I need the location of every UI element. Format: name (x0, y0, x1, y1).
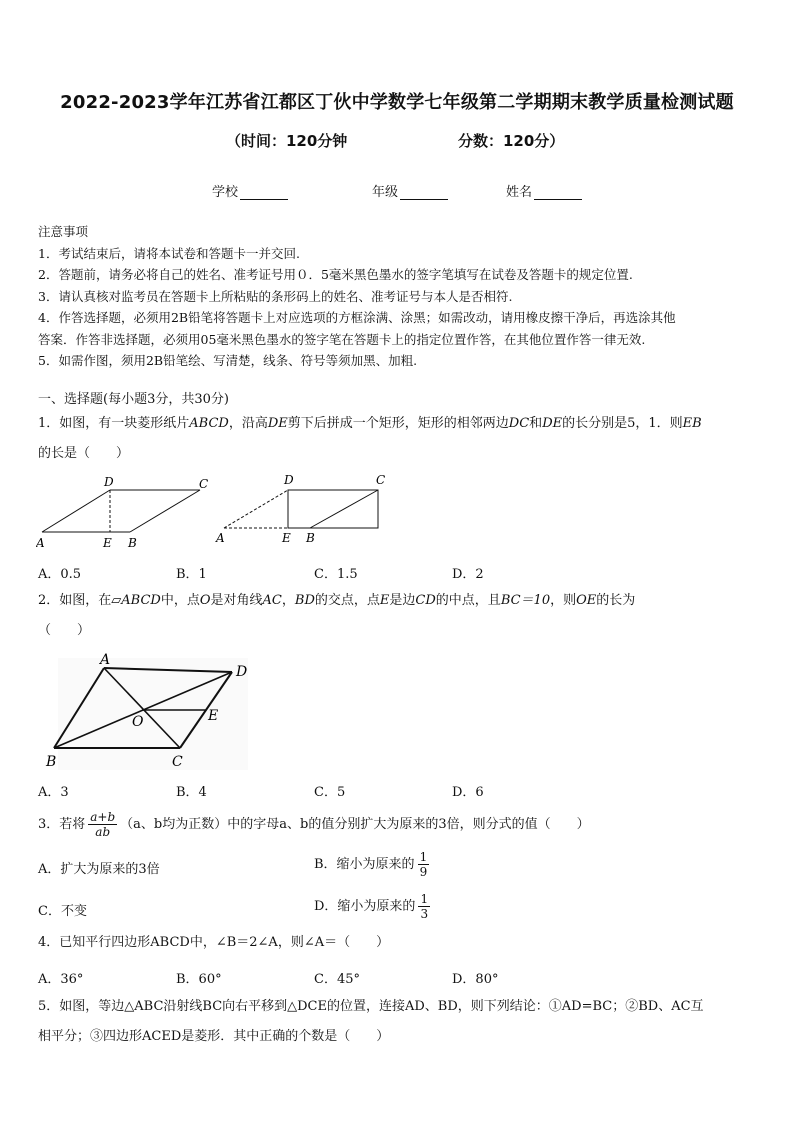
q2-text: 的中点，且 (435, 593, 501, 608)
notes-heading: 注意事项 (38, 224, 89, 239)
school-blank (240, 187, 288, 200)
q3-fraction-num: a+b (90, 810, 116, 824)
q1-fig2-label-a: A (216, 531, 225, 545)
q2-text: 2．如图，在 (38, 593, 112, 608)
q2-fig-label-d: D (236, 664, 248, 680)
q4-option-b[interactable]: B．60° (176, 972, 222, 987)
q3-option-d-den: 3 (420, 907, 429, 921)
q1-figure-rhombus (36, 472, 216, 552)
q1-option-d[interactable]: D．2 (452, 567, 484, 582)
q2-text: ，则 (550, 593, 577, 608)
q1-text: ，沿高 (228, 416, 268, 431)
q1-fig2-label-b: B (306, 531, 315, 545)
notes-item: 5．如需作图，须用2B铅笔绘、写清楚，线条、符号等须加黑、加粗. (38, 353, 418, 368)
q2-figure-parallelogram (40, 650, 270, 775)
q2-text: （ ） (38, 623, 91, 638)
q5-text: 5．如图，等边△ABC沿射线BC向右平移到△DCE的位置，连接AD、BD，则下列结论：①AD=BC；②BD、AC互 (38, 999, 704, 1014)
q1-figure-rectangle (212, 470, 392, 550)
exam-score: 分数：120分） (458, 132, 565, 150)
q1-option-b[interactable]: B．1 (176, 567, 207, 582)
q3-options-row2 (38, 892, 758, 928)
q2-text: 中，点 (160, 593, 200, 608)
q2-option-b[interactable]: B．4 (176, 785, 207, 800)
q1-var: ABCD (189, 416, 229, 431)
q4-text: 4．已知平行四边形ABCD中，∠B＝2∠A，则∠A＝（ ） (38, 935, 390, 950)
exam-time: （时间：120分钟 (226, 132, 348, 150)
q1-fig1-label-b: B (128, 536, 137, 550)
grade-blank (400, 187, 448, 200)
q1-text: 的长是（ ） (38, 446, 130, 461)
q3-option-d[interactable] (314, 892, 433, 921)
q2-var: BD (294, 593, 315, 608)
q1-var: DE (267, 416, 288, 431)
q4-option-d[interactable]: D．80° (452, 972, 499, 987)
q1-fig1-label-a: A (36, 536, 45, 550)
school-field (212, 181, 288, 200)
q2-var: AC (262, 593, 282, 608)
q3-option-d-num: 1 (420, 892, 429, 906)
notes-item: 4．作答选择题，必须用2B铅笔将答题卡上对应选项的方框涂满、涂黑；如需改动，请用橡皮擦干净后，再选涂其他 (38, 310, 676, 325)
q3-option-a[interactable]: A．扩大为原来的3倍 (38, 862, 160, 877)
q2-text: 的交点，点 (314, 593, 380, 608)
q1-text: 1．如图，有一块菱形纸片 (38, 416, 190, 431)
question-1 (38, 409, 758, 469)
question-3 (38, 810, 758, 840)
q2-var: O (199, 593, 211, 608)
notes-item: 3．请认真核对监考员在答题卡上所粘贴的条形码上的姓名、准考证号与本人是否相符. (38, 288, 513, 304)
q1-text: 和 (529, 416, 543, 431)
notes-item: 1．考试结束后，请将本试卷和答题卡一并交回. (38, 245, 300, 261)
q3-option-b-text: B．缩小为原来的 (314, 857, 415, 872)
q1-fig2-label-e: E (282, 531, 291, 545)
q1-fig1-label-d: D (104, 475, 114, 489)
q1-fig1-label-e: E (103, 536, 112, 550)
q1-option-c[interactable]: C．1.5 (314, 567, 358, 582)
q2-var: ▱ABCD (111, 593, 161, 608)
q3-option-b-fraction (418, 850, 430, 879)
q3-option-b-den: 9 (419, 865, 428, 879)
q2-text: 的长为 (596, 593, 636, 608)
q3-option-b-num: 1 (419, 850, 428, 864)
q3-text: （a、b均为正数）中的字母a、b的值分别扩大为原来的3倍，则分式的值（ ） (120, 817, 590, 832)
q1-option-a[interactable]: A．0.5 (38, 567, 82, 582)
name-field (506, 181, 582, 200)
q1-fig1-label-c: C (199, 477, 209, 491)
q3-text: 3．若将 (38, 817, 86, 832)
grade-label: 年级 (372, 185, 399, 200)
q2-fig-label-a: A (100, 652, 111, 668)
notes-block (38, 221, 758, 372)
q1-var: DC (508, 416, 530, 431)
school-label: 学校 (212, 185, 239, 200)
q1-text: 的长分别是5，1．则 (562, 416, 683, 431)
q1-var: DE (542, 416, 563, 431)
q2-var: E (379, 593, 390, 608)
notes-item: 答案．作答非选择题，必须用05毫米黑色墨水的签字笔在答题卡上的指定位置作答，在其他位置作答一律无效. (38, 331, 646, 347)
q3-option-d-text: D．缩小为原来的 (314, 899, 416, 914)
q3-option-d-fraction (418, 892, 430, 921)
section-heading: 一、选择题(每小题3分，共30分) (38, 392, 229, 407)
q2-text: 是边 (389, 593, 416, 608)
q2-fig-label-e: E (208, 708, 219, 724)
q3-options-row1 (38, 850, 758, 886)
exam-title: 2022-2023学年江苏省江都区丁伙中学数学七年级第二学期期末教学质量检测试题 (60, 92, 734, 113)
q2-text: 是对角线 (210, 593, 263, 608)
notes-item: 2．答题前，请务必将自己的姓名、准考证号用０．5毫米黑色墨水的签字笔填写在试卷及答题卡的规定位置. (38, 267, 633, 282)
q1-fig2-label-d: D (284, 473, 294, 487)
q2-option-a[interactable]: A．3 (38, 785, 69, 800)
question-5 (38, 992, 758, 1052)
name-label: 姓名 (506, 185, 533, 200)
q3-fraction-den: ab (95, 825, 111, 839)
question-4 (38, 928, 758, 958)
q5-text: 相平分；③四边形ACED是菱形．其中正确的个数是（ ） (38, 1029, 390, 1044)
q2-option-d[interactable]: D．6 (452, 785, 484, 800)
q2-var: OE (576, 593, 597, 608)
q2-option-c[interactable]: C．5 (314, 785, 346, 800)
question-2 (38, 586, 758, 646)
q4-option-a[interactable]: A．36° (38, 972, 84, 987)
name-blank (534, 187, 582, 200)
q3-option-b[interactable] (314, 850, 432, 879)
q1-text: 剪下后拼成一个矩形，矩形的相邻两边 (287, 416, 509, 431)
q2-fig-label-o: O (132, 714, 144, 730)
q2-var: CD (415, 593, 436, 608)
q2-text: ， (281, 593, 295, 608)
q2-fig-label-c: C (172, 754, 183, 770)
grade-field (372, 181, 448, 200)
q2-fig-label-b: B (46, 754, 57, 770)
q4-option-c[interactable]: C．45° (314, 972, 360, 987)
q2-var: BC＝10 (500, 593, 551, 608)
q3-fraction (88, 810, 117, 839)
q3-option-c[interactable]: C．不变 (38, 904, 87, 919)
q1-fig2-label-c: C (376, 473, 386, 487)
q1-var: EB (682, 416, 702, 431)
